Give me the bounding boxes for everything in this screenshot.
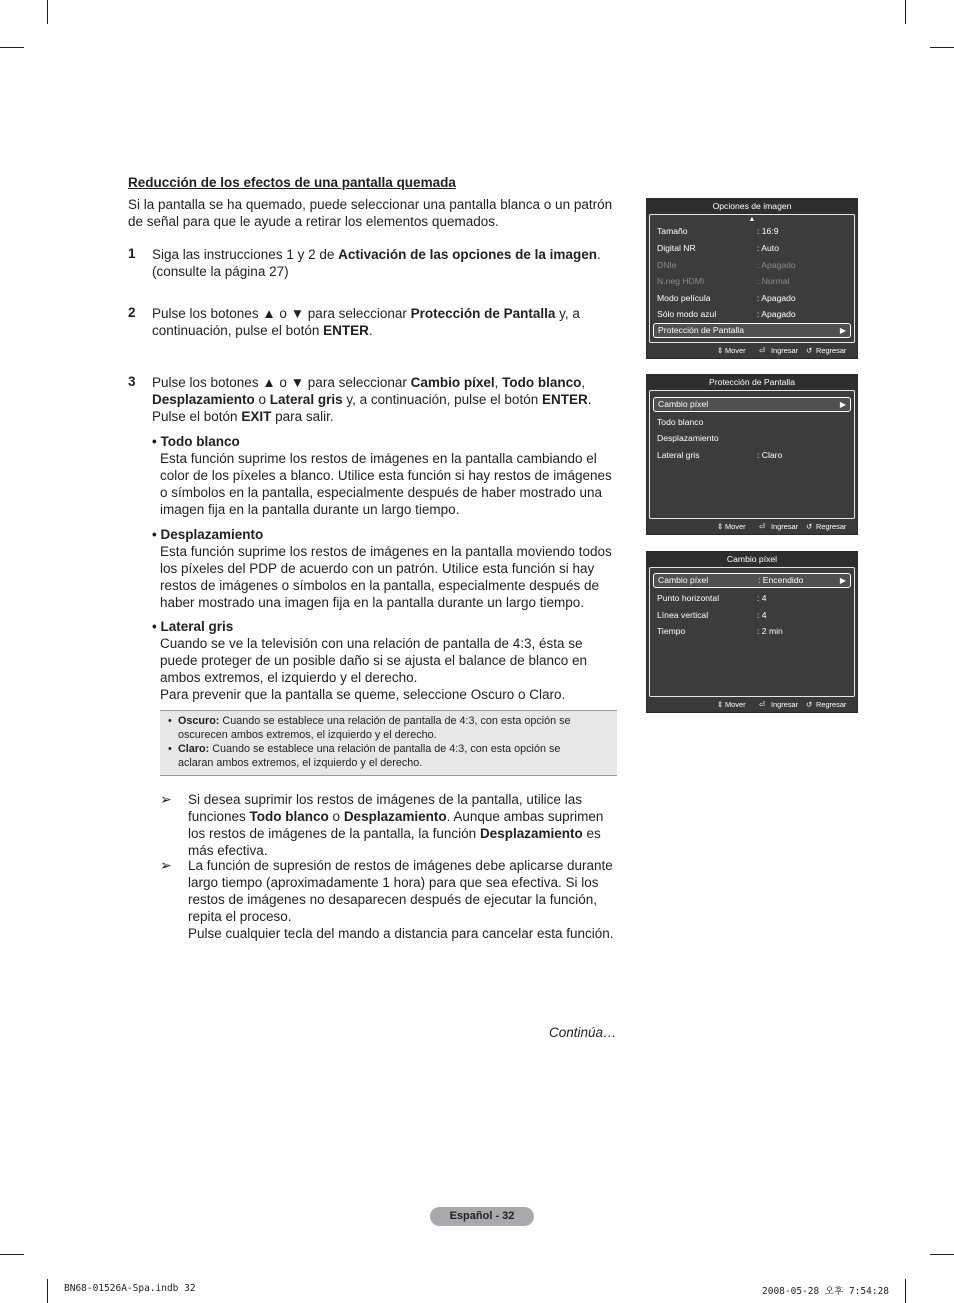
osd-row-desplazamiento[interactable]: Desplazamiento [657,433,719,443]
osd-title: Protección de Pantalla [647,375,857,390]
osd-row-cambio-pixel[interactable]: Cambio píxel : Encendido ▶ [653,573,851,588]
osd-menu-cambio-pixel [646,551,858,713]
note-box [160,710,617,776]
note-item: • Oscuro: Cuando se establece una relación de pantalla de 4:3, con esta opción se oscurecen ambos extremos, el izquierdo y el derecho. [168,715,571,741]
return-icon: ↺ [806,346,813,355]
triangle-right-icon: ▶ [839,326,846,335]
crop-mark [0,1254,24,1255]
tip-2: ➢ La función de supresión de restos de imágenes debe aplicarse durante largo tiempo (aproximadamente 1 hora) para que sea efectiva. Si los restos de imágenes no desaparecen después de ejecutar la función, repita el proceso. Pulse cualquier tecla del mando a distancia para cancelar esta función. [160,857,614,941]
osd-footer: ⇕ Mover ⏎ Ingresar ↺ Regresar [647,519,857,534]
osd-menu-proteccion-pantalla [646,374,858,535]
tip-1: ➢ Si desea suprimir los restos de imágenes de la pantalla, utilice las funciones Todo blanco o Desplazamiento. Aunque ambas suprimen los restos de imágenes de la pantalla, la función Desplazamiento es más efectiva. [160,791,604,858]
subsection-desplazamiento: • Desplazamiento Esta función suprime los restos de imágenes en la pantalla moviendo todos los píxeles del PDP de acuerdo con un patrón. Utilice esta función si hay restos de imágenes o símbolos en la pantalla, especialmente después de haber mostrado una imagen fija en la pantalla durante un largo tiempo. [152,526,622,611]
osd-title: Cambio píxel [647,552,857,567]
subsection-todo-blanco: • Todo blanco Esta función suprime los restos de imágenes en la pantalla cambiando el color de los píxeles a blanco. Utilice esta función si hay restos de imágenes o símbolos en la pantalla, especialmente después de haber mostrado una imagen fija en la pantalla durante un largo tiempo. [152,433,622,518]
step-number: 3 [128,374,136,389]
arrow-icon: ➢ [160,857,172,873]
crop-mark [0,47,24,48]
subsection-lateral-gris: • Lateral gris Cuando se ve la televisión con una relación de pantalla de 4:3, ésta se puede proteger de un posible daño si se ajusta el balance de blanco en ambos extremos, el izquierdo y el derecho. Para prevenir que la pantalla se queme, seleccione Oscuro o Claro. [152,618,622,703]
subsection-title: • Lateral gris [152,619,234,634]
scroll-up-icon[interactable]: ▲ [748,216,756,223]
osd-row-todo-blanco[interactable]: Todo blanco [657,417,704,427]
osd-row-modo-pelicula[interactable]: Modo película : Apagado [657,293,796,303]
step-3-text: Pulse los botones ▲ o ▼ para seleccionar Cambio píxel, Todo blanco, Desplazamiento o Lateral gris y, a continuación, pulse el botón ENTER. Pulse el botón EXIT para salir. [152,375,592,424]
osd-row-digital-nr[interactable]: Digital NR : Auto [657,243,779,253]
intro-paragraph: Si la pantalla se ha quemado, puede seleccionar una pantalla blanca o un patrón de señal para que le ayude a retirar los elementos quemados. [128,197,613,229]
osd-row-proteccion-pantalla[interactable]: Protección de Pantalla ▶ [653,323,851,338]
osd-row-lateral-gris[interactable]: Lateral gris : Claro [657,450,783,460]
osd-body [649,390,855,519]
subsection-title: • Todo blanco [152,434,240,449]
triangle-right-icon: ▶ [839,576,846,585]
note-item: • Claro: Cuando se establece una relación de pantalla de 4:3, con esta opción se aclaran ambos extremos, el izquierdo y el derecho. [168,743,561,769]
osd-row-tiempo[interactable]: Tiempo : 2 min [657,626,783,636]
crop-mark [905,1279,906,1303]
updown-icon: ⇕ [717,522,724,531]
enter-icon: ⏎ [759,700,766,709]
crop-mark [905,0,906,24]
osd-row-punto-horizontal[interactable]: Punto horizontal : 4 [657,593,767,603]
crop-mark [930,1254,954,1255]
osd-row-nneg-hdmi: N.neg HDMI : Normal [657,276,790,286]
slug-right: 2008-05-28 오후 7:54:28 [762,1286,890,1297]
crop-mark [47,0,48,24]
enter-icon: ⏎ [759,346,766,355]
return-icon: ↺ [806,522,813,531]
return-icon: ↺ [806,700,813,709]
slug-left: BN68-01526A-Spa.indb 32 [64,1283,196,1294]
enter-icon: ⏎ [759,522,766,531]
step-number: 1 [128,246,136,261]
osd-body [649,214,855,343]
crop-mark [47,1279,48,1303]
osd-footer: ⇕ Mover ⏎ Ingresar ↺ Regresar [647,697,857,712]
subsection-title: • Desplazamiento [152,527,264,542]
osd-body [649,567,855,697]
updown-icon: ⇕ [717,700,724,709]
step-number: 2 [128,305,136,320]
arrow-icon: ➢ [160,791,172,807]
page-number-badge: Español - 32 [430,1207,534,1226]
continued-label: Continúa… [549,1025,617,1040]
osd-footer: ⇕ Mover ⏎ Ingresar ↺ Regresar [647,343,857,358]
osd-row-dnie: DNIe : Apagado [657,260,796,270]
osd-menu-opciones-imagen [646,198,858,359]
triangle-right-icon: ▶ [839,400,846,409]
step-2-text: Pulse los botones ▲ o ▼ para seleccionar Protección de Pantalla y, a continuación, pulse el botón ENTER. [152,306,580,338]
updown-icon: ⇕ [717,346,724,355]
step-1-text: Siga las instrucciones 1 y 2 de Activación de las opciones de la imagen. (consulte la página 27) [152,247,601,279]
crop-mark [930,47,954,48]
osd-title: Opciones de imagen [647,199,857,214]
osd-row-tamano[interactable]: Tamaño : 16:9 [657,226,779,236]
osd-row-linea-vertical[interactable]: Línea vertical : 4 [657,610,767,620]
section-title: Reducción de los efectos de una pantalla quemada [128,175,456,190]
osd-row-solo-modo-azul[interactable]: Sólo modo azul : Apagado [657,309,796,319]
osd-row-cambio-pixel[interactable]: Cambio píxel ▶ [653,397,851,412]
